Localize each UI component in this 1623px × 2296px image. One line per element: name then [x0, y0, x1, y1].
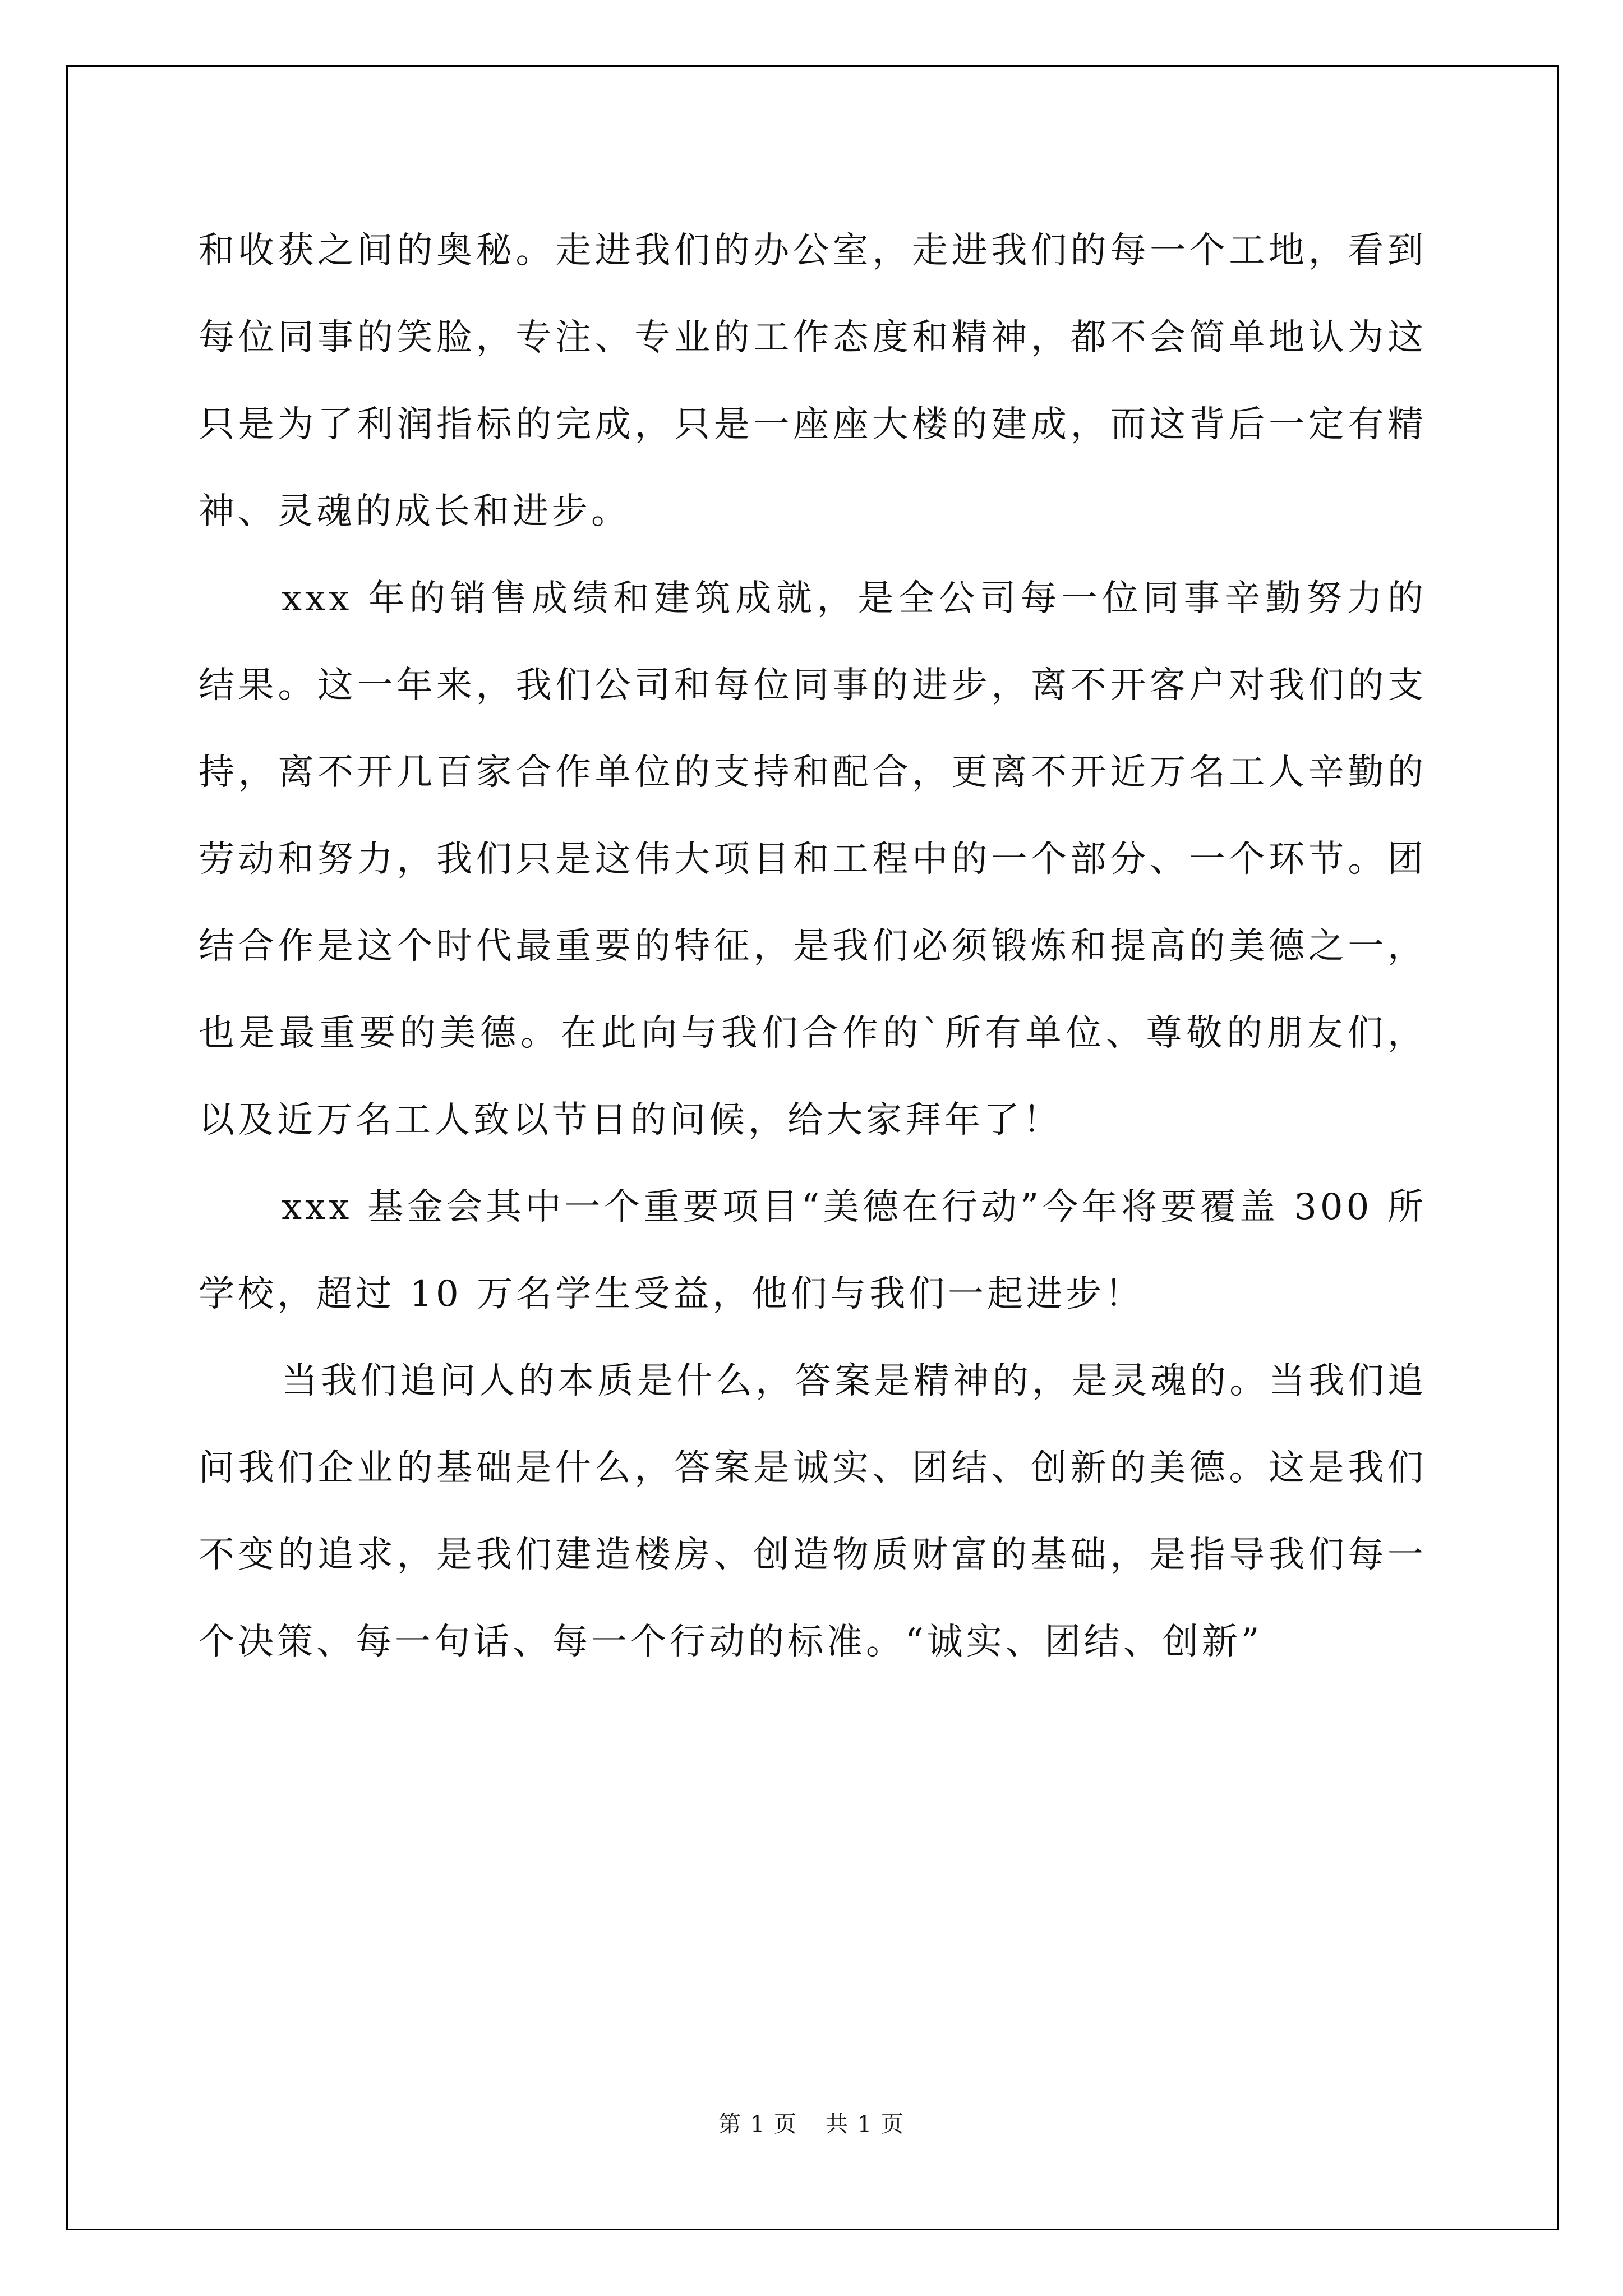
page-total: 共 1 页 [826, 2111, 905, 2137]
page-footer [0, 2106, 1623, 2138]
paragraph-4: 当我们追问人的本质是什么，答案是精神的，是灵魂的。当我们追问我们企业的基础是什么，答案是诚实、团结、创新的美德。这是我们不变的追求，是我们建造楼房、创造物质财富的基础，是指导我们每一个决策、每一句话、每一个行动的标准。“诚实、团结、创新” [199, 1360, 1427, 1663]
document-body [199, 208, 1427, 1686]
paragraph-1: 和收获之间的奥秘。走进我们的办公室，走进我们的每一个工地，看到每位同事的笑脸，专注、专业的工作态度和精神，都不会简单地认为这只是为了利润指标的完成，只是一座座大楼的建成，而这背后一定有精神、灵魂的成长和进步。 [199, 230, 1427, 532]
paragraph-2: xxx 年的销售成绩和建筑成就，是全公司每一位同事辛勤努力的结果。这一年来，我们公司和每位同事的进步，离不开客户对我们的支持，离不开几百家合作单位的支持和配合，更离不开近万名工人辛勤的劳动和努力，我们只是这伟大项目和工程中的一个部分、一个环节。团结合作是这个时代最重要的特征，是我们必须锻炼和提高的美德之一，也是最重要的美德。在此向与我们合作的`所有单位、尊敬的朋友们，以及近万名工人致以节日的问候，给大家拜年了！ [199, 578, 1427, 1141]
page-number: 第 1 页 [718, 2111, 797, 2137]
paragraph-3: xxx 基金会其中一个重要项目“美德在行动”今年将要覆盖 300 所学校，超过 10 万名学生受益，他们与我们一起进步！ [199, 1186, 1427, 1315]
